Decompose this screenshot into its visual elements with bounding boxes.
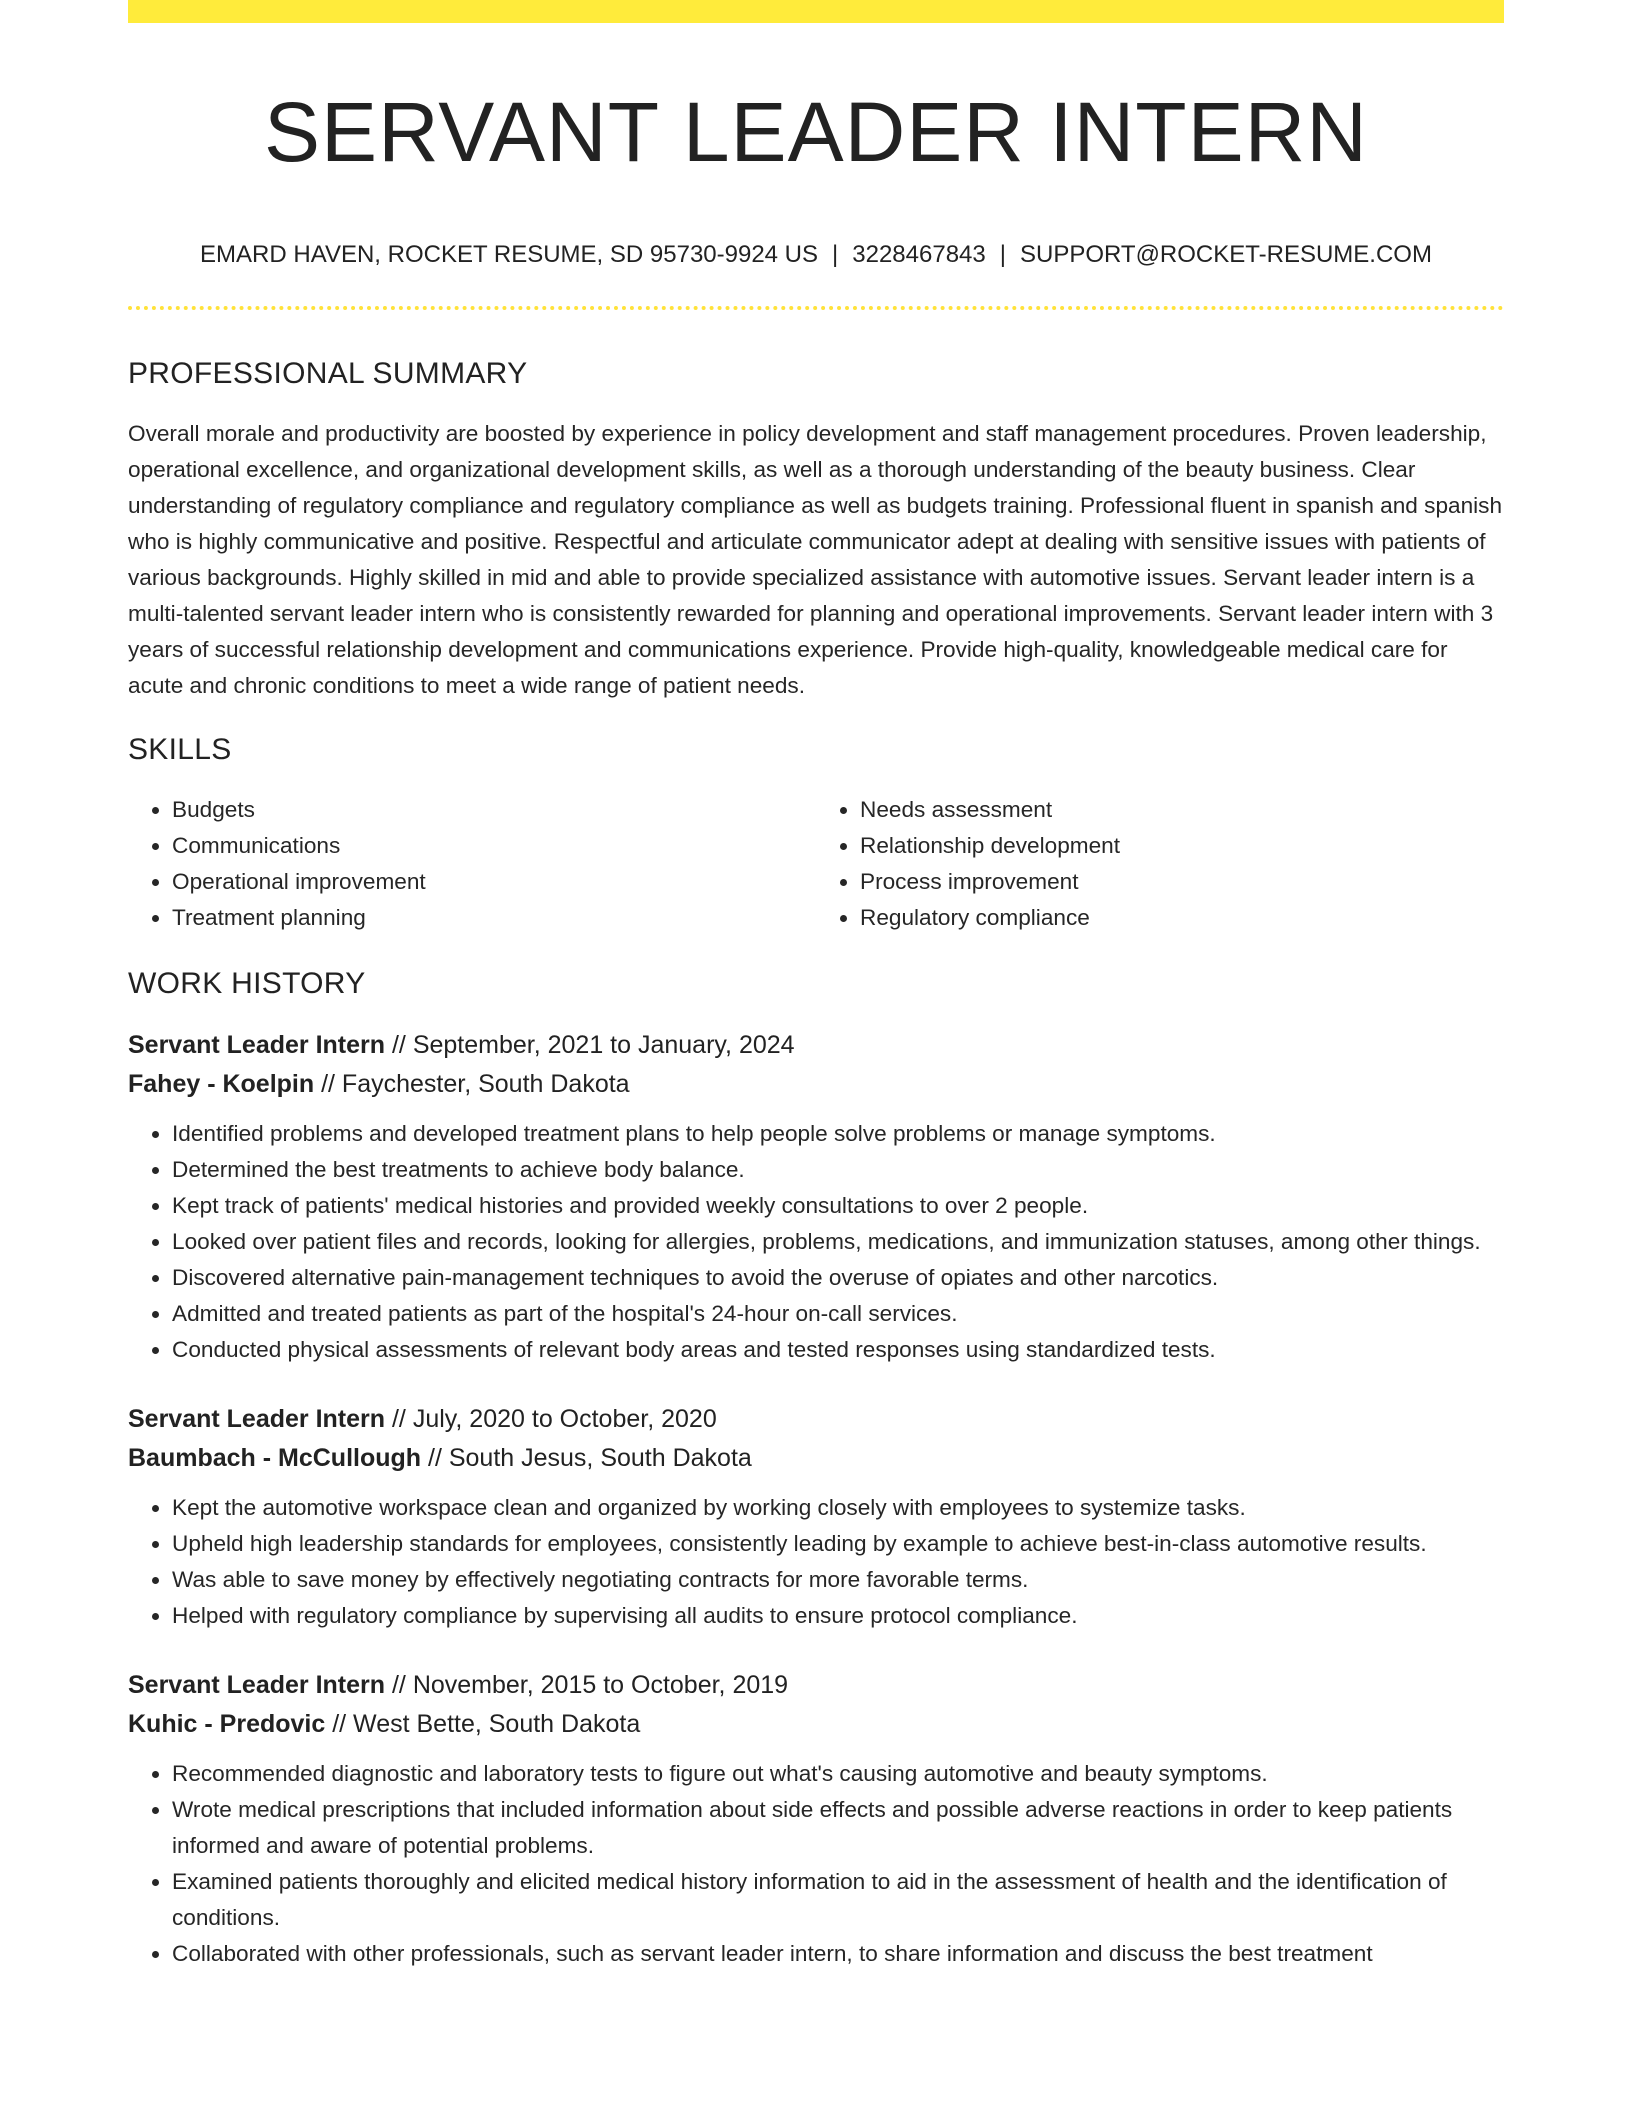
job-title-line xyxy=(128,1666,1504,1705)
job-bullet: • Wrote medical prescriptions that included information about side effects and possible adverse reactions in order to keep patients informed and aware of potential problems. xyxy=(172,1792,1504,1864)
job-bullet: • Admitted and treated patients as part of the hospital's 24-hour on-call services. xyxy=(172,1296,1504,1332)
skill-item: • Budgets xyxy=(172,792,816,828)
job-bullets xyxy=(128,1756,1504,1972)
job-company-line xyxy=(128,1439,1504,1478)
job-entry xyxy=(128,1026,1504,1368)
job-company: Baumbach - McCullough xyxy=(128,1444,422,1472)
accent-bar xyxy=(128,0,1504,23)
job-title-line xyxy=(128,1026,1504,1065)
job-bullet: • Helped with regulatory compliance by supervising all audits to ensure protocol compliance. xyxy=(172,1598,1504,1634)
job-bullet: • Looked over patient files and records, looking for allergies, problems, medications, and immunization statuses, among other things. xyxy=(172,1224,1504,1260)
job-bullet: • Collaborated with other professionals, such as servant leader intern, to share information and discuss the best treatment xyxy=(172,1936,1504,1972)
resume-page xyxy=(128,0,1504,2112)
candidate-name: SERVANT LEADER INTERN xyxy=(264,85,1368,179)
skills-column-right xyxy=(816,792,1504,936)
summary-heading: PROFESSIONAL SUMMARY xyxy=(128,357,528,390)
contact-separator: | xyxy=(832,241,839,268)
job-title: Servant Leader Intern xyxy=(128,1405,386,1433)
job-bullet: • Determined the best treatments to achieve body balance. xyxy=(172,1152,1504,1188)
skill-item: • Process improvement xyxy=(860,864,1504,900)
skills-section xyxy=(128,728,1504,936)
contact-phone: 3228467843 xyxy=(852,241,986,268)
skill-item: • Operational improvement xyxy=(172,864,816,900)
job-bullet: • Kept the automotive workspace clean and organized by working closely with employees to systemize tasks. xyxy=(172,1490,1504,1526)
skills-heading: SKILLS xyxy=(128,733,232,766)
job-location: // South Jesus, South Dakota xyxy=(421,1444,752,1472)
skill-item: • Needs assessment xyxy=(860,792,1504,828)
job-company-line xyxy=(128,1065,1504,1104)
job-company: Kuhic - Predovic xyxy=(128,1710,326,1738)
job-bullet: • Was able to save money by effectively negotiating contracts for more favorable terms. xyxy=(172,1562,1504,1598)
job-dates: // September, 2021 to January, 2024 xyxy=(385,1031,795,1059)
job-bullet: • Conducted physical assessments of relevant body areas and tested responses using standardized tests. xyxy=(172,1332,1504,1368)
job-location: // West Bette, South Dakota xyxy=(325,1710,641,1738)
job-bullets xyxy=(128,1116,1504,1368)
work-history-section xyxy=(128,962,1504,1972)
job-company: Fahey - Koelpin xyxy=(128,1070,315,1098)
contact-separator: | xyxy=(999,241,1006,268)
skills-column-left xyxy=(128,792,816,936)
summary-section xyxy=(128,352,1504,704)
skill-item: • Communications xyxy=(172,828,816,864)
skills-grid xyxy=(128,792,1504,936)
job-entry xyxy=(128,1666,1504,1972)
skill-item: • Relationship development xyxy=(860,828,1504,864)
skill-item: • Regulatory compliance xyxy=(860,900,1504,936)
summary-text: Overall morale and productivity are boosted by experience in policy development and staff management procedures. Proven leadership, operational excellence, and organizational development skills, as well as a thorough understanding of the beauty business. Clear understanding of regulatory compliance and regulatory compliance as well as budgets training. Professional fluent in spanish and spanish who is highly communicative and positive. Respectful and articulate communicator adept at dealing with sensitive issues with patients of various backgrounds. Highly skilled in mid and able to provide specialized assistance with automotive issues. Servant leader intern is a multi-talented servant leader intern who is consistently rewarded for planning and operational improvements. Servant leader intern with 3 years of successful relationship development and communications experience. Provide high-quality, knowledgeable medical care for acute and chronic conditions to meet a wide range of patient needs. xyxy=(128,421,1503,698)
job-title: Servant Leader Intern xyxy=(128,1031,386,1059)
job-bullet: • Recommended diagnostic and laboratory tests to figure out what's causing automotive and beauty symptoms. xyxy=(172,1756,1504,1792)
header-divider xyxy=(128,306,1504,310)
contact-address: EMARD HAVEN, ROCKET RESUME, SD 95730-9924 US xyxy=(200,241,819,268)
job-dates: // July, 2020 to October, 2020 xyxy=(385,1405,717,1433)
skill-item: • Treatment planning xyxy=(172,900,816,936)
job-location: // Faychester, South Dakota xyxy=(314,1070,630,1098)
job-bullet: • Upheld high leadership standards for employees, consistently leading by example to achieve best-in-class automotive results. xyxy=(172,1526,1504,1562)
job-bullet: • Identified problems and developed treatment plans to help people solve problems or manage symptoms. xyxy=(172,1116,1504,1152)
job-title: Servant Leader Intern xyxy=(128,1671,386,1699)
job-title-line xyxy=(128,1400,1504,1439)
job-bullets xyxy=(128,1490,1504,1634)
resume-content xyxy=(128,352,1504,2004)
job-bullet: • Examined patients thoroughly and elicited medical history information to aid in the assessment of health and the identification of conditions. xyxy=(172,1864,1504,1936)
contact-line xyxy=(128,238,1504,272)
job-company-line xyxy=(128,1705,1504,1744)
job-dates: // November, 2015 to October, 2019 xyxy=(385,1671,789,1699)
job-bullet: • Kept track of patients' medical histories and provided weekly consultations to over 2 people. xyxy=(172,1188,1504,1224)
job-entry xyxy=(128,1400,1504,1634)
work-history-heading: WORK HISTORY xyxy=(128,967,366,1000)
contact-email: SUPPORT@ROCKET-RESUME.COM xyxy=(1019,241,1432,268)
job-bullet: • Discovered alternative pain-management techniques to avoid the overuse of opiates and other narcotics. xyxy=(172,1260,1504,1296)
